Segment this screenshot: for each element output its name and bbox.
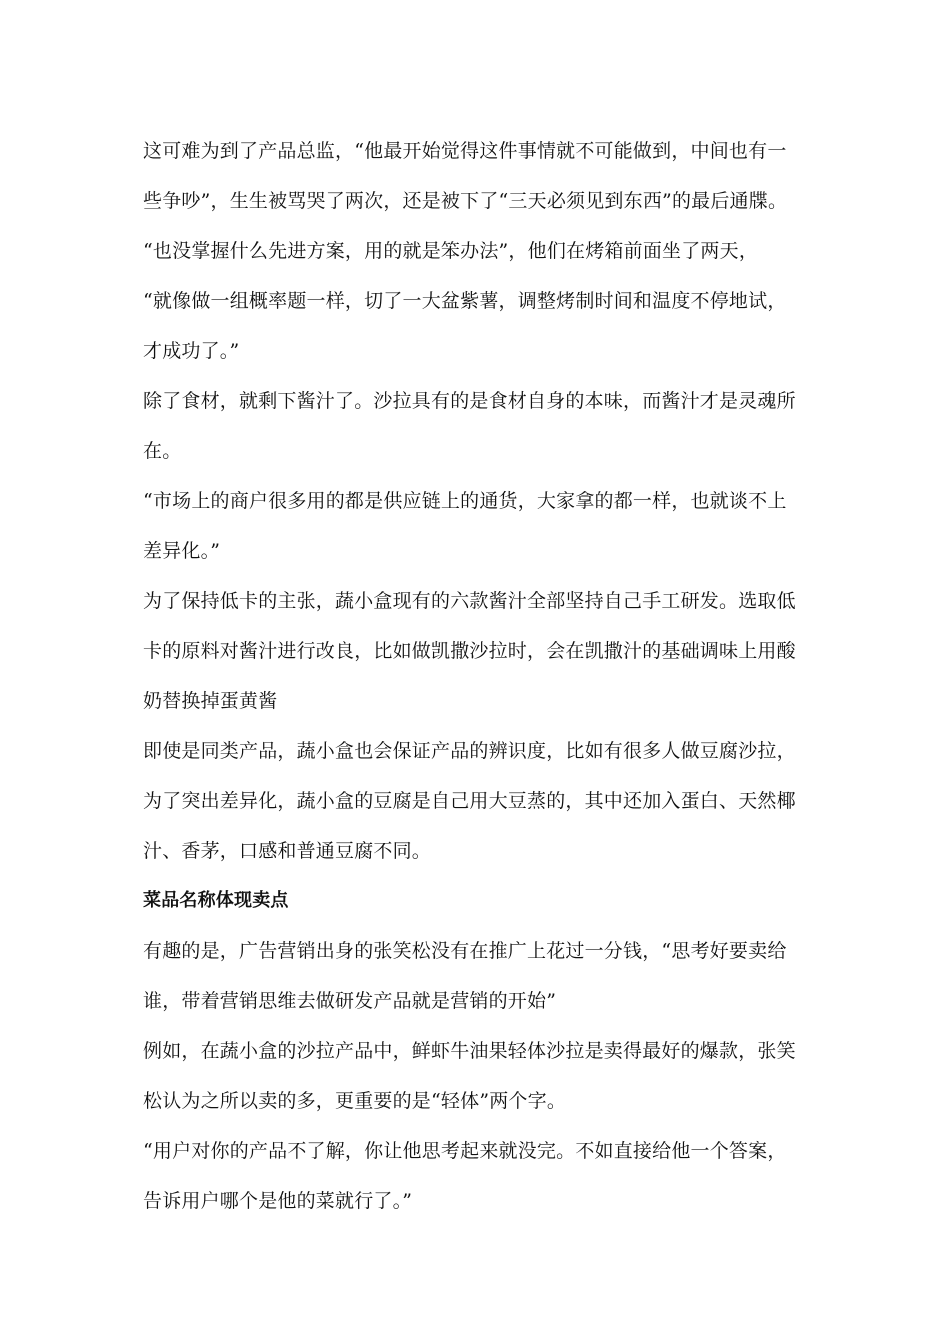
text-line: 在。 — [143, 440, 182, 462]
text-line: 即使是同类产品，蔬小盒也会保证产品的辨识度，比如有很多人做豆腐沙拉， — [143, 740, 796, 762]
text-line: 谁，带着营销思维去做研发产品就是营销的开始” — [143, 990, 557, 1012]
text-line: 例如，在蔬小盒的沙拉产品中，鲜虾牛油果轻体沙拉是卖得最好的爆款，张笑 — [143, 1040, 796, 1062]
text-line: 才成功了。” — [143, 340, 240, 362]
text-line: “用户对你的产品不了解，你让他思考起来就没完。不如直接给他一个答案， — [143, 1140, 787, 1162]
article-body — [143, 126, 808, 1226]
text-line: 这可难为到了产品总监，“他最开始觉得这件事情就不可能做到，中间也有一 — [143, 140, 787, 162]
text-line: “也没掌握什么先进方案，用的就是笨办法”，他们在烤箱前面坐了两天， — [143, 240, 759, 262]
text-line: 有趣的是，广告营销出身的张笑松没有在推广上花过一分钱，“思考好要卖给 — [143, 940, 787, 962]
text-line: “就像做一组概率题一样，切了一大盆紫薯，调整烤制时间和温度不停地试， — [143, 290, 787, 312]
text-line: 告诉用户哪个是他的菜就行了。” — [143, 1190, 413, 1212]
text-line: 为了保持低卡的主张，蔬小盒现有的六款酱汁全部坚持自己手工研发。选取低 — [143, 590, 796, 612]
text-line: 松认为之所以卖的多，更重要的是“轻体”两个字。 — [143, 1090, 567, 1112]
text-line: 除了食材，就剩下酱汁了。沙拉具有的是食材自身的本味，而酱汁才是灵魂所 — [143, 390, 796, 412]
text-line: 些争吵”，生生被骂哭了两次，还是被下了“三天必须见到东西”的最后通牒。 — [143, 190, 788, 212]
text-line: 汁、香茅，口感和普通豆腐不同。 — [143, 840, 432, 862]
text-line: 为了突出差异化，蔬小盒的豆腐是自己用大豆蒸的，其中还加入蛋白、天然椰 — [143, 790, 796, 812]
section-heading: 菜品名称体现卖点 — [143, 890, 289, 911]
text-line: 卡的原料对酱汁进行改良，比如做凯撒沙拉时，会在凯撒汁的基础调味上用酸 — [143, 640, 796, 662]
text-line: “市场上的商户很多用的都是供应链上的通货，大家拿的都一样，也就谈不上 — [143, 490, 787, 512]
text-line: 奶替换掉蛋黄酱 — [143, 690, 278, 712]
text-line: 差异化。” — [143, 540, 221, 562]
